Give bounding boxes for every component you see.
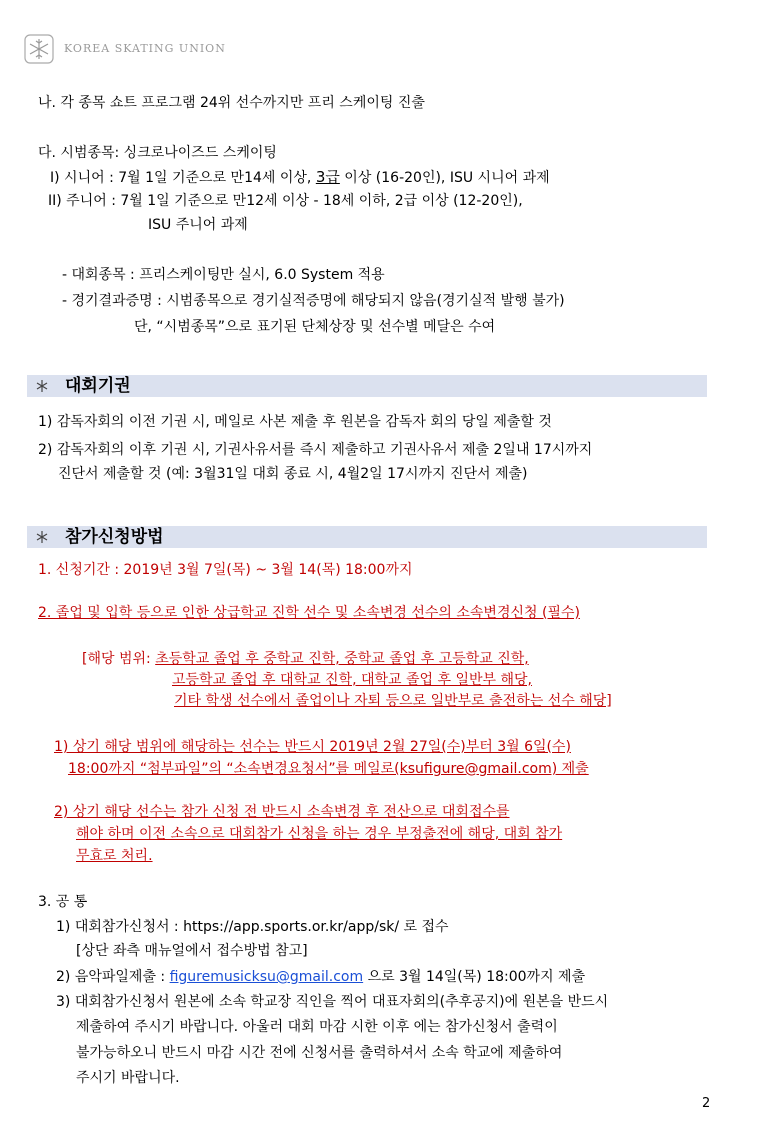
line-senior	[50, 168, 550, 187]
section-title-application: 참가신청방법	[65, 527, 164, 547]
music-submit-deadline: 으로 3월 14일(목) 18:00까지 제출	[363, 969, 586, 985]
range-line-1	[82, 650, 529, 668]
common-item-3a: 3) 대회참가신청서 원본에 소속 학교장 직인을 찍어 대표자회의(추후공지)에 원본을 반드시	[56, 994, 609, 1010]
music-submit-label: 2) 음악파일제출 :	[56, 969, 170, 985]
common-item-2	[56, 968, 585, 986]
line-demo-event: 다. 시범종목: 싱크로나이즈드 스케이팅	[38, 145, 277, 161]
common-item-3d: 주시기 바랍니다.	[76, 1070, 180, 1086]
sub-item-1b: 18:00까지 “첨부파일”의 “소속변경요청서”를 메일로(ksufigure@gmail.com) 제출	[68, 761, 589, 777]
senior-text-c: 이상 (16-20인), ISU 시니어 과제	[339, 170, 550, 186]
org-name: KOREA SKATING UNION	[64, 42, 226, 55]
page-number: 2	[702, 1096, 711, 1111]
withdrawal-item-1: 1) 감독자회의 이전 기권 시, 메일로 사본 제출 후 원본을 감독자 회의 당일 제출할 것	[38, 414, 552, 430]
snowflake-icon	[35, 379, 49, 393]
snowflake-logo-icon	[24, 34, 54, 64]
sub-item-2c: 무효로 처리.	[76, 848, 153, 864]
snowflake-icon	[35, 530, 49, 544]
common-item-3c: 불가능하오니 반드시 마감 시간 전에 신청서를 출력하셔서 소속 학교에 제출하여	[76, 1045, 563, 1061]
line-event-type: - 대회종목 : 프리스케이팅만 실시, 6.0 System 적용	[62, 267, 385, 283]
line-junior-task: ISU 주니어 과제	[148, 217, 248, 233]
application-period: 1. 신청기간 : 2019년 3월 7일(목) ~ 3월 14(목) 18:00까지	[38, 562, 413, 578]
line-junior: II) 주니어 : 7월 1일 기준으로 만12세 이상 - 18세 이하, 2급 이상 (12-20인),	[48, 193, 523, 209]
common-item-3b: 제출하여 주시기 바랍니다. 아울러 대회 마감 시한 이후 에는 참가신청서 출력이	[76, 1019, 558, 1035]
senior-grade: 3급	[315, 168, 340, 186]
sub-item-2b: 해야 하며 이전 소속으로 대회참가 신청을 하는 경우 부정출전에 해당, 대회 참가	[76, 826, 563, 842]
transfer-request-heading: 2. 졸업 및 입학 등으로 인한 상급학교 진학 선수 및 소속변경 선수의 소속변경신청 (필수)	[38, 605, 580, 621]
sub-item-2a: 2) 상기 해당 선수는 참가 신청 전 반드시 소속변경 후 전산으로 대회접수를	[54, 804, 510, 820]
withdrawal-item-2-cont: 진단서 제출할 것 (예: 3월31일 대회 종료 시, 4월2일 17시까지 진단서 제출)	[58, 466, 528, 482]
section-title-withdrawal: 대회기권	[65, 376, 131, 396]
common-item-1-note: [상단 좌측 매뉴얼에서 접수방법 참고]	[76, 943, 308, 959]
line-free-skating-advance: 나. 각 종목 쇼트 프로그램 24위 선수까지만 프리 스케이팅 진출	[38, 95, 425, 111]
common-heading: 3. 공 통	[38, 894, 88, 910]
withdrawal-item-2: 2) 감독자회의 이후 기권 시, 기권사유서를 즉시 제출하고 기권사유서 제출 2일내 17시까지	[38, 442, 593, 458]
sub-item-1a: 1) 상기 해당 범위에 해당하는 선수는 반드시 2019년 2월 27일(수)부터 3월 6일(수)	[54, 739, 571, 755]
line-medal-note: 단, “시범종목”으로 표기된 단체상장 및 선수별 메달은 수여	[134, 319, 496, 335]
section-bar-application	[27, 526, 707, 548]
senior-text-a: I) 시니어 : 7월 1일 기준으로 만14세 이상,	[50, 170, 316, 186]
music-email-link[interactable]: figuremusicksu@gmail.com	[169, 969, 364, 985]
range-label: [해당 범위:	[82, 651, 156, 667]
line-result-cert: - 경기결과증명 : 시범종목으로 경기실적증명에 해당되지 않음(경기실적 발행 불가)	[62, 293, 565, 309]
range-line-2: 고등학교 졸업 후 대학교 진학, 대학교 졸업 후 일반부 해당,	[172, 672, 533, 688]
range-line-3: 기타 학생 선수에서 졸업이나 자퇴 등으로 일반부로 출전하는 선수 해당]	[174, 693, 612, 709]
section-bar-withdrawal	[27, 375, 707, 397]
common-item-1: 1) 대회참가신청서 : https://app.sports.or.kr/app/sk/ 로 접수	[56, 919, 449, 935]
range-text-1: 초등학교 졸업 후 중학교 진학, 중학교 졸업 후 고등학교 진학,	[155, 651, 529, 667]
